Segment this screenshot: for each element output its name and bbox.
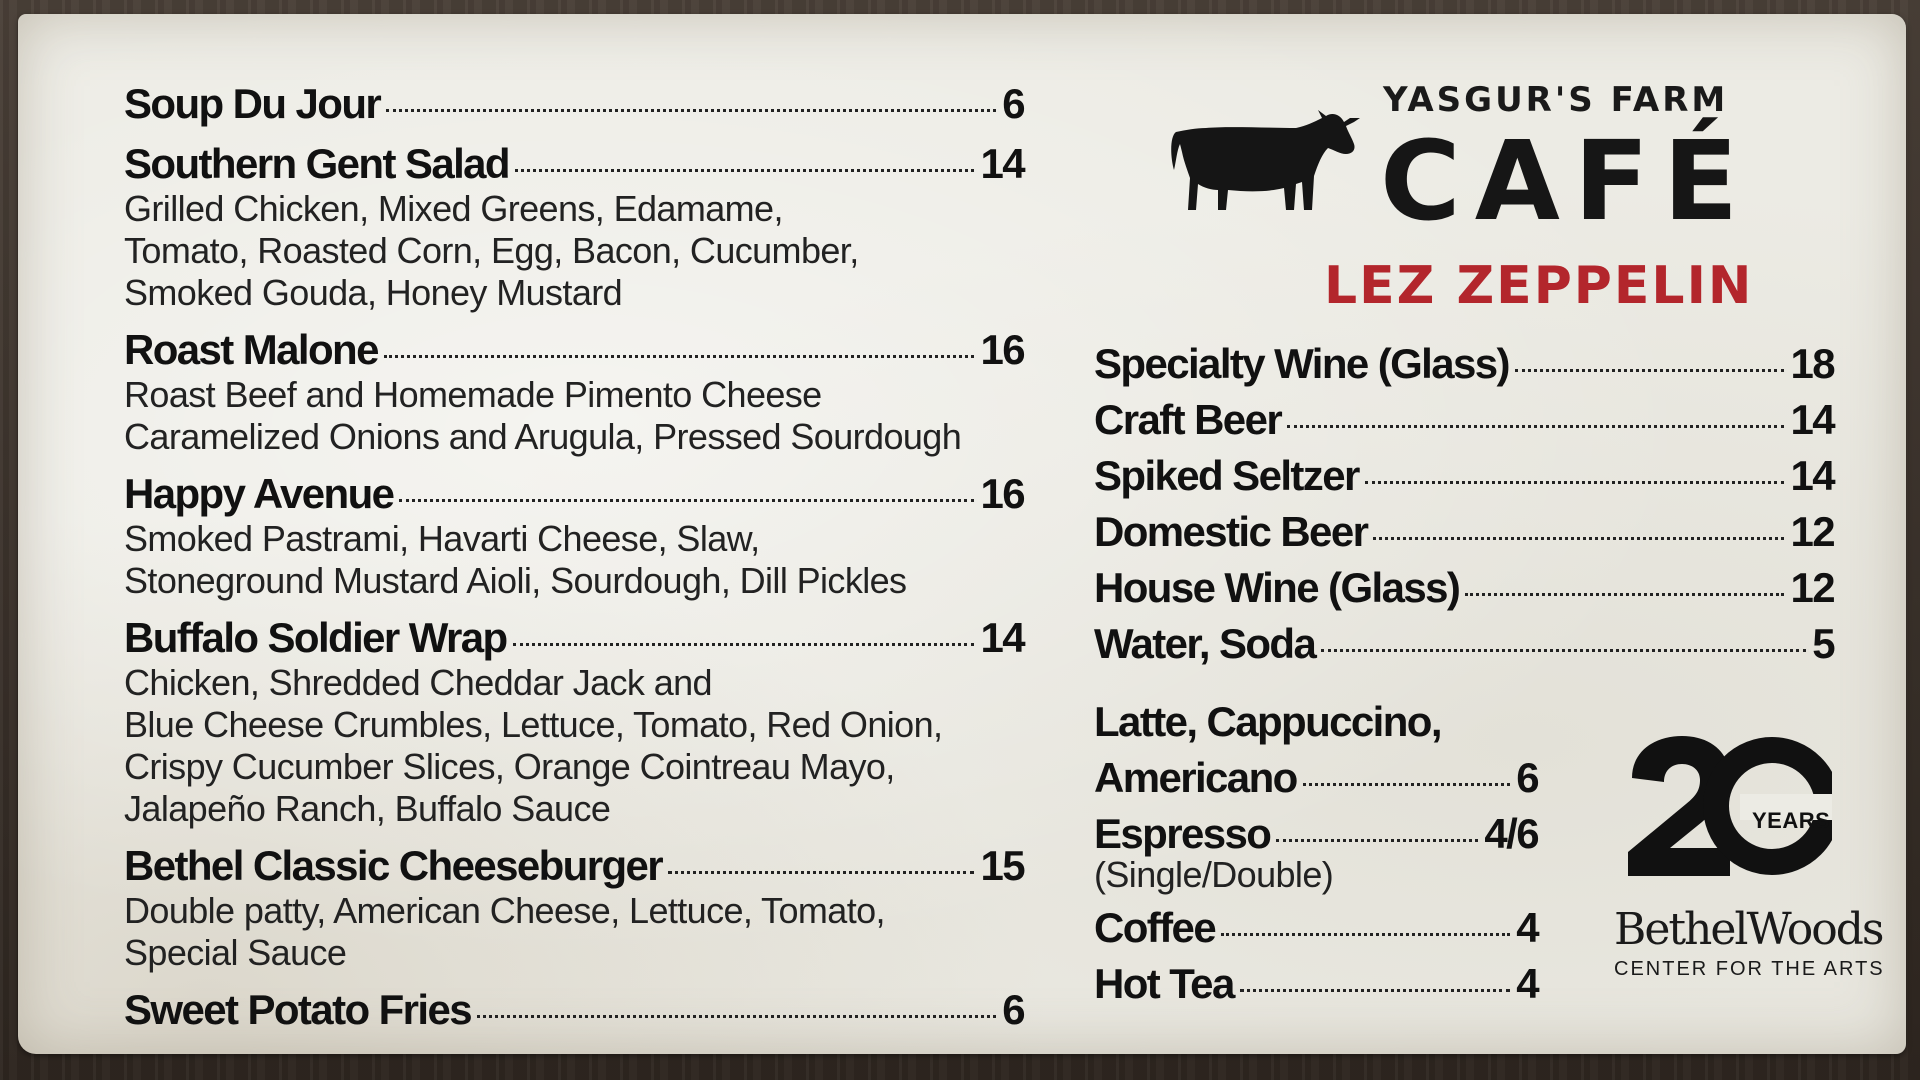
menu-item-price: 16 [980,470,1024,517]
org-name: BethelWoods [1614,904,1883,955]
description-line: Chicken, Shredded Cheddar Jack and [124,662,712,703]
menu-board [18,14,1906,1054]
event-name: LEZ ZEPPELIN [1324,256,1754,316]
menu-item-price: 15 [980,842,1024,889]
menu-item-name: Buffalo Soldier Wrap [124,614,507,661]
menu-item-price: 14 [980,614,1024,661]
dot-leader [386,109,996,112]
org-subtitle: CENTER FOR THE ARTS [1614,958,1885,980]
description-line: Roast Beef and Homemade Pimento Cheese [124,374,822,415]
dot-leader [1240,989,1511,992]
dot-leader [1287,425,1784,428]
cafe-logo [1168,74,1754,324]
menu-item-row [124,986,1024,1034]
description-line: Jalapeño Ranch, Buffalo Sauce [124,788,611,829]
drink-price: 12 [1790,564,1834,611]
coffee-heading: Latte, Cappuccino, [1094,698,1441,745]
description-line: Smoked Gouda, Honey Mustard [124,272,623,313]
drink-price: 18 [1790,340,1834,387]
dot-leader [1365,481,1785,484]
cow-icon [1168,92,1368,222]
dot-leader [515,169,974,172]
description-line: Stoneground Mustard Aioli, Sourdough, Dill Pickles [124,560,907,601]
dot-leader [668,871,974,874]
drink-price: 12 [1790,508,1834,555]
drink-item [1094,396,1834,452]
menu-item [124,140,1024,314]
dot-leader [1276,839,1478,842]
drink-name: Domestic Beer [1094,508,1368,555]
menu-item-price: 16 [980,326,1024,373]
menu-item-name: Sweet Potato Fries [124,986,471,1033]
coffee-menu [1094,698,1538,1016]
menu-item-name: Happy Avenue [124,470,394,517]
drink-item [1094,452,1834,508]
menu-item-name: Roast Malone [124,326,378,373]
description-line: Caramelized Onions and Arugula, Pressed Sourdough [124,416,962,457]
food-menu [124,80,1024,1046]
coffee-price: 4 [1516,960,1538,1007]
dot-leader [1321,649,1806,652]
coffee-price: 6 [1516,754,1538,801]
menu-item-row [124,80,1024,128]
menu-item-name: Soup Du Jour [124,80,381,127]
drink-name: Craft Beer [1094,396,1282,443]
menu-item-row [124,842,1024,890]
dot-leader [1515,369,1785,372]
coffee-name: Espresso [1094,810,1271,857]
menu-item [124,614,1024,830]
coffee-name: Coffee [1094,904,1216,951]
anniversary-logo [1606,734,1885,984]
menu-item [124,326,1024,458]
brand-top-line: YASGUR'S FARM [1383,80,1729,120]
coffee-item [1094,904,1538,960]
drink-name: House Wine (Glass) [1094,564,1460,611]
menu-item [124,80,1024,128]
dot-leader [1303,783,1511,786]
dot-leader [1221,933,1510,936]
menu-item-name: Bethel Classic Cheeseburger [124,842,663,889]
menu-item-description [124,188,1024,314]
menu-item-price: 14 [980,140,1024,187]
description-line: Blue Cheese Crumbles, Lettuce, Tomato, Red Onion, [124,704,943,745]
menu-item-row [124,470,1024,518]
description-line: Crispy Cucumber Slices, Orange Cointreau Mayo, [124,746,895,787]
dot-leader [513,643,975,646]
coffee-name: Americano [1094,754,1297,801]
menu-item-price: 6 [1002,80,1024,127]
drink-item [1094,564,1834,620]
drink-name: Water, Soda [1094,620,1316,667]
drinks-menu [1094,340,1834,676]
description-line: Double patty, American Cheese, Lettuce, Tomato, [124,890,885,931]
drink-item [1094,508,1834,564]
dot-leader [1373,537,1784,540]
coffee-note: (Single/Double) [1094,854,1334,895]
brand-name: CAFÉ [1380,117,1753,245]
dot-leader [384,355,975,358]
drink-item [1094,620,1834,676]
dot-leader [399,499,974,502]
menu-item-description [124,890,1024,974]
description-line: Grilled Chicken, Mixed Greens, Edamame, [124,188,783,229]
menu-item-row [124,614,1024,662]
description-line: Smoked Pastrami, Havarti Cheese, Slaw, [124,518,760,559]
menu-item [124,842,1024,974]
coffee-item [1094,960,1538,1016]
years-label: YEARS [1752,808,1831,833]
dot-leader [477,1015,996,1018]
dot-leader [1465,593,1784,596]
drink-item [1094,340,1834,396]
coffee-price: 4/6 [1484,810,1538,857]
drink-name: Spiked Seltzer [1094,452,1359,499]
drink-price: 14 [1790,452,1834,499]
description-line: Special Sauce [124,932,347,973]
description-line: Tomato, Roasted Corn, Egg, Bacon, Cucumber, [124,230,859,271]
coffee-item [1094,754,1538,810]
menu-item [124,470,1024,602]
coffee-name: Hot Tea [1094,960,1234,1007]
menu-item-description [124,662,1024,830]
coffee-price: 4 [1516,904,1538,951]
menu-item-price: 6 [1002,986,1024,1033]
menu-item-name: Southern Gent Salad [124,140,509,187]
drink-price: 14 [1790,396,1834,443]
menu-item-row [124,326,1024,374]
menu-item-row [124,140,1024,188]
menu-item [124,986,1024,1034]
menu-item-description [124,374,1024,458]
drink-price: 5 [1812,620,1834,667]
drink-name: Specialty Wine (Glass) [1094,340,1509,387]
menu-item-description [124,518,1024,602]
